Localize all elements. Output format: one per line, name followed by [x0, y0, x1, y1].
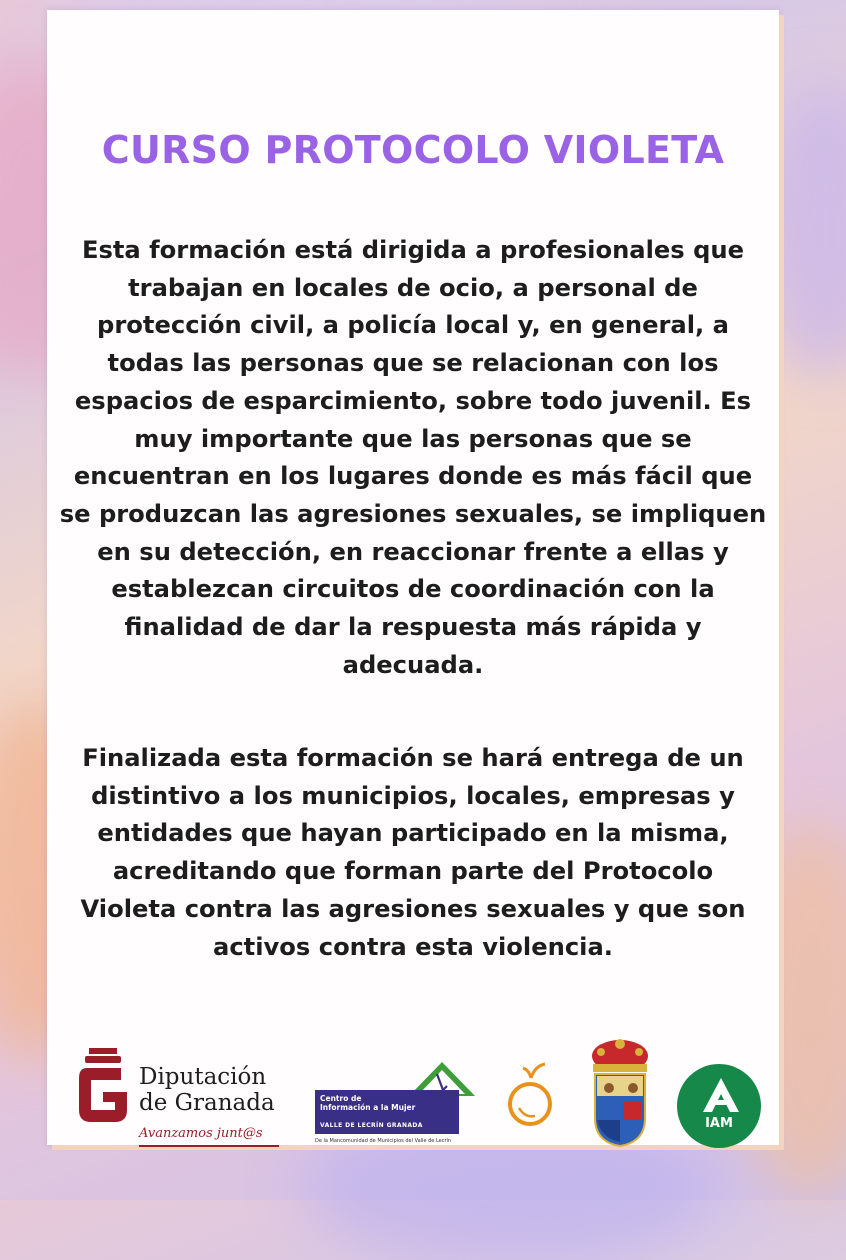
diputacion-name [139, 1064, 275, 1116]
text-line: espacios de esparcimiento, sobre todo juvenil. Es [74, 386, 752, 415]
diputacion-g-crown-icon [77, 1048, 129, 1126]
poster-title: CURSO PROTOCOLO VIOLETA [101, 128, 725, 172]
poster-card [47, 10, 779, 1145]
text-line: entidades que hayan participado en la misma, [97, 819, 729, 848]
andalucia-a-icon [701, 1076, 741, 1114]
iam-label: IAM [705, 1116, 733, 1131]
text-line: protección civil, a policía local y, en general, a [97, 311, 729, 340]
iam-logo [675, 1064, 765, 1148]
diputacion-name-line: Diputación [139, 1064, 267, 1090]
text-line: trabajan en locales de ocio, a personal de [128, 273, 698, 302]
municipal-coat-of-arms-icon [587, 1030, 653, 1150]
text-line: activos contra esta violencia. [213, 932, 613, 961]
text-line: muy importante que las personas que se [134, 424, 692, 453]
certificate-paragraph [57, 740, 769, 966]
centro-mujer-badge [315, 1090, 459, 1134]
text-line: establezcan circuitos de coordinación con la [111, 575, 715, 604]
centro-mujer-line: Centro de [320, 1094, 362, 1103]
text-line: Finalizada esta formación se hará entrega de un [82, 744, 744, 772]
slogan-underline [139, 1145, 279, 1147]
diputacion-name-line: de Granada [139, 1090, 275, 1116]
text-line: acreditando que forman parte del Protocolo [112, 857, 714, 886]
centro-mujer-line: Información a la Mujer [320, 1103, 416, 1112]
diputacion-granada-logo [77, 1042, 287, 1152]
text-line: Esta formación está dirigida a profesionales que [81, 236, 745, 264]
text-line: adecuada. [342, 650, 484, 679]
text-line: se produzcan las agresiones sexuales, se impliquen [59, 499, 767, 528]
text-line: Violeta contra las agresiones sexuales y que son [80, 894, 746, 923]
centro-mujer-subline: De la Mancomunidad de Municipios del Valle de Lecrín [315, 1138, 452, 1144]
diputacion-slogan: Avanzamos junt@s [139, 1126, 263, 1141]
text-line: distintivo a los municipios, locales, empresas y [91, 781, 735, 810]
description-paragraph [57, 232, 769, 684]
centro-mujer-title [320, 1094, 415, 1112]
text-line: en su detección, en reaccionar frente a ellas y [97, 537, 729, 566]
centro-mujer-location: VALLE DE LECRÍN GRANADA [320, 1122, 423, 1129]
orange-fruit-icon [505, 1056, 555, 1136]
text-line: encuentran en los lugares donde es más fácil que [73, 462, 753, 491]
text-line: finalidad de dar la respuesta más rápida y [124, 613, 702, 642]
sponsor-logos-row [47, 1020, 779, 1150]
text-line: todas las personas que se relacionan con los [107, 349, 719, 378]
centro-informacion-mujer-logo [315, 1060, 475, 1144]
